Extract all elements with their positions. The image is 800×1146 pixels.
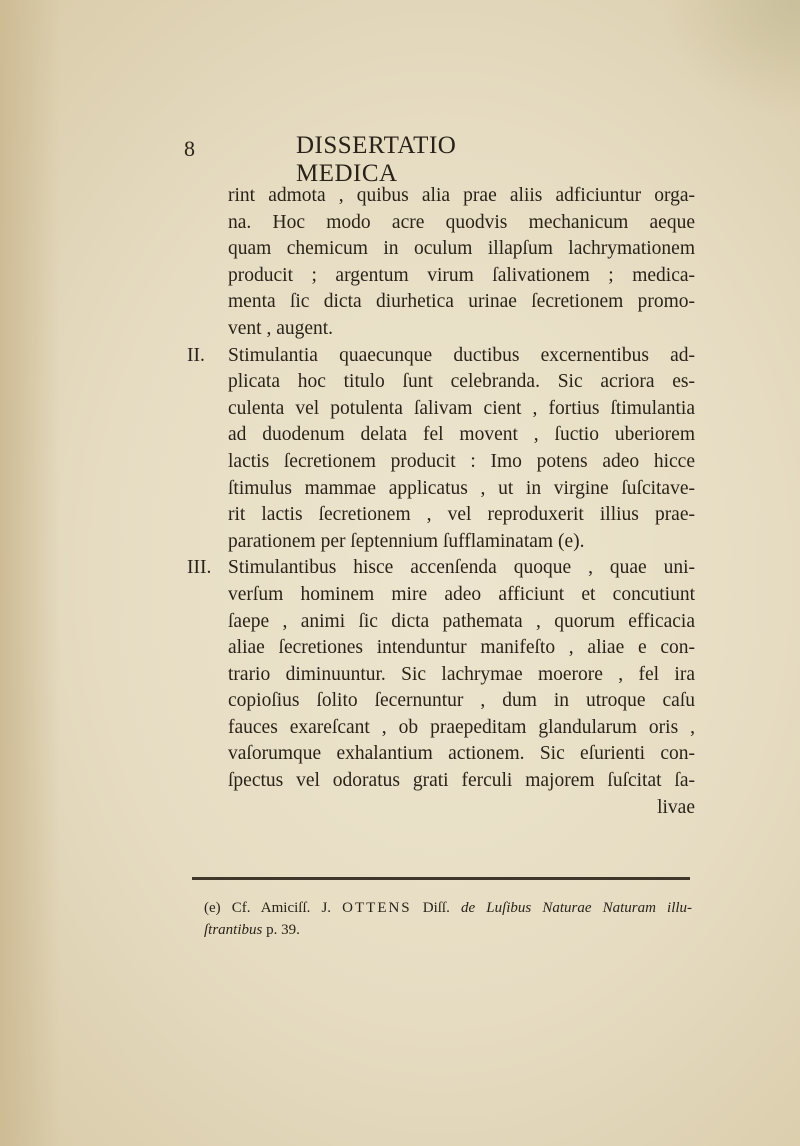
- text-line: [187, 555, 695, 582]
- section-number: III.: [187, 557, 212, 579]
- line-text: ad duodenum delata fel movent , ſuctio uberiorem: [228, 424, 695, 446]
- line-text: lactis ſecretionem producit : Imo potens adeo hicce: [228, 450, 695, 472]
- running-title: DISSERTATIO MEDICA: [296, 132, 457, 187]
- page-stain: [660, 0, 800, 120]
- text-line: [187, 741, 695, 768]
- line-text: plicata hoc titulo ſunt celebranda. Sic acriora es-: [228, 371, 695, 393]
- line-text: verſum hominem mire adeo afficiunt et concutiunt: [228, 583, 695, 605]
- text-line: [187, 449, 695, 476]
- page-number: 8: [184, 136, 195, 161]
- line-text: ſtimulus mammae applicatus , ut in virgine ſuſcitave-: [228, 477, 695, 499]
- text-line: [187, 316, 695, 343]
- footnote-title: de Luſibus Naturae Naturam illu-: [460, 900, 693, 916]
- line-text: na. Hoc modo acre quodvis mechanicum aeque: [228, 211, 695, 233]
- footnote-marker: (e): [204, 900, 221, 916]
- text-line: [187, 502, 695, 529]
- text-line: [187, 183, 695, 210]
- page-header: [184, 132, 564, 187]
- catchword: livae: [657, 796, 695, 818]
- footnote-title-cont: ſtrantibus: [204, 922, 263, 938]
- line-text: vent , augent.: [228, 317, 334, 339]
- footnote-prefix: Cf. Amiciſſ. J.: [231, 900, 332, 916]
- text-line: [187, 396, 695, 423]
- text-line: [187, 582, 695, 609]
- line-text: copioſius ſolito ſecernuntur , dum in utroque caſu: [228, 690, 695, 712]
- text-line: [187, 609, 695, 636]
- text-line: [187, 476, 695, 503]
- line-text: ſaepe , animi ſic dicta pathemata , quorum efficacia: [228, 610, 695, 632]
- line-text: quam chemicum in oculum illapſum lachrymationem: [228, 238, 695, 260]
- text-line: [187, 688, 695, 715]
- text-line: [187, 715, 695, 742]
- text-line: [187, 662, 695, 689]
- footnote-page-ref: p. 39.: [266, 922, 300, 938]
- line-text: ſpectus vel odoratus grati ferculi majorem ſuſcitat ſa-: [228, 770, 695, 792]
- section-number: II.: [187, 344, 205, 366]
- line-text: trario diminuuntur. Sic lachrymae moerore , fel ira: [228, 663, 695, 685]
- line-text: Stimulantibus hisce accenſenda quoque , quae uni-: [228, 557, 695, 579]
- line-text: culenta vel potulenta ſalivam cient , fortius ſtimulantia: [228, 397, 695, 419]
- footnote-rule: [192, 877, 690, 880]
- text-line: [187, 768, 695, 795]
- page-shadow-left: [0, 0, 60, 1146]
- text-line: [187, 289, 695, 316]
- text-line: [187, 635, 695, 662]
- line-text: rint admota , quibus alia prae aliis adficiuntur orga-: [228, 185, 695, 206]
- line-text: Stimulantia quaecunque ductibus excernentibus ad-: [228, 344, 695, 366]
- line-text: fauces exareſcant , ob praepeditam glandularum oris ,: [228, 716, 695, 738]
- line-text: parationem per ſeptennium ſufflaminatam (e).: [228, 530, 585, 552]
- line-text: producit ; argentum virum ſalivationem ; medica-: [228, 264, 695, 286]
- line-text: aliae ſecretiones intenduntur manifeſto , aliae e con-: [228, 637, 695, 659]
- footnote-diss: Diſſ.: [422, 900, 450, 916]
- text-line: [187, 369, 695, 396]
- text-line: [187, 263, 695, 290]
- body-text: [187, 183, 695, 821]
- text-line: [187, 422, 695, 449]
- footnote: [204, 897, 692, 941]
- footnote-author: OTTENS: [342, 900, 412, 916]
- line-text: menta ſic dicta diurhetica urinae ſecretionem promo-: [228, 291, 695, 313]
- text-line: [187, 343, 695, 370]
- text-line: [187, 236, 695, 263]
- line-text: rit lactis ſecretionem , vel reproduxerit illius prae-: [228, 504, 695, 526]
- text-line: [187, 529, 695, 556]
- catchword-line: [187, 795, 695, 822]
- text-line: [187, 210, 695, 237]
- line-text: vaſorumque exhalantium actionem. Sic eſurienti con-: [228, 743, 695, 765]
